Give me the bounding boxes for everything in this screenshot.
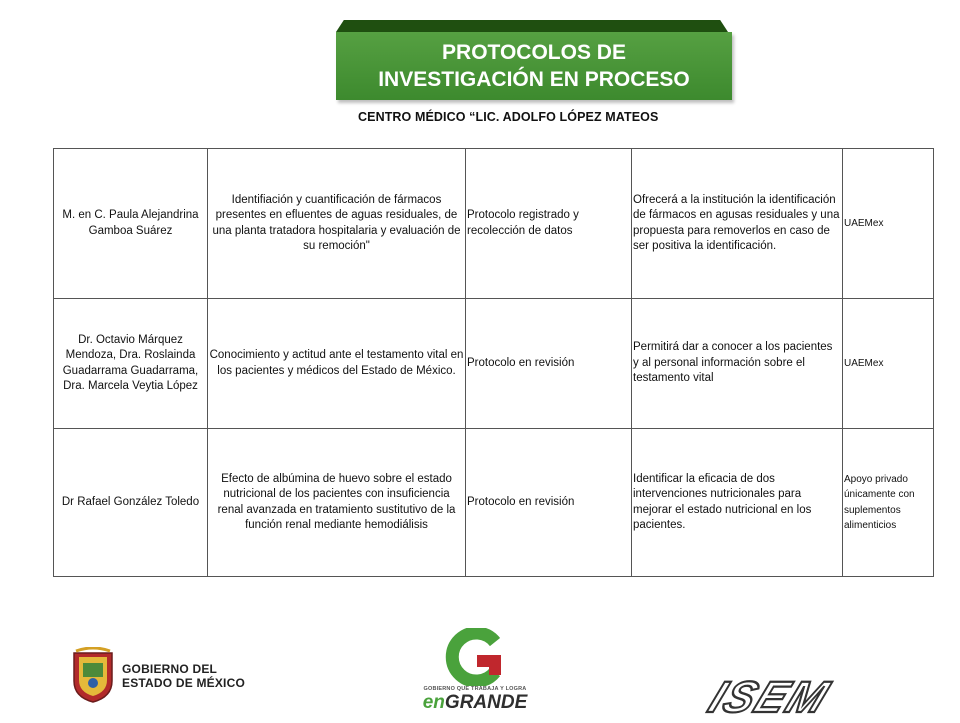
gobierno-estado-mexico-logo	[70, 645, 250, 705]
investigator-cell: M. en C. Paula Alejandrina Gamboa Suárez	[54, 149, 208, 299]
gem-line-2: ESTADO DE MÉXICO	[122, 676, 245, 690]
engrande-tagline: GOBIERNO QUE TRABAJA Y LOGRA	[423, 686, 527, 692]
isem-text: ISEM	[701, 672, 838, 718]
g-logo-icon	[443, 628, 507, 686]
protocol-title-cell: Conocimiento y actitud ante el testamento vital en los pacientes y médicos del Estado de México.	[208, 299, 466, 429]
benefit-cell: Permitirá dar a conocer a los pacientes y al personal información sobre el testamento vital	[632, 299, 843, 429]
table-row	[54, 429, 934, 577]
status-cell: Protocolo en revisión	[466, 299, 632, 429]
benefit-cell: Ofrecerá a la institución la identificación de fármacos en agusas residuales y una propuesta para removerlos en caso de ser positiva la identificación.	[632, 149, 843, 299]
protocol-title-cell: Identifiación y cuantificación de fármacos presentes en efluentes de aguas residuales, de una planta tratadora hospitalaria y evaluación de su remoción"	[208, 149, 466, 299]
table-row	[54, 299, 934, 429]
engrande-logo	[420, 628, 530, 714]
sponsor-cell: UAEMex	[843, 149, 934, 299]
gem-wordmark	[122, 662, 245, 690]
protocol-title-cell: Efecto de albúmina de huevo sobre el estado nutricional de los pacientes con insuficiencia renal avanzada en tratamiento sustitutivo de la función renal mediante hemodiálisis	[208, 429, 466, 577]
gem-line-1: GOBIERNO DEL	[122, 662, 218, 676]
isem-logo	[700, 672, 890, 718]
engrande-wordmark	[420, 692, 530, 714]
title-line-2: INVESTIGACIÓN EN PROCESO	[378, 68, 690, 91]
page-subtitle: CENTRO MÉDICO “LIC. ADOLFO LÓPEZ MATEOS	[358, 110, 659, 124]
table-row	[54, 149, 934, 299]
status-cell: Protocolo registrado y recolección de datos	[466, 149, 632, 299]
investigator-cell: Dr Rafael González Toledo	[54, 429, 208, 577]
title-line-1: PROTOCOLOS DE	[442, 41, 626, 64]
sponsor-cell: UAEMex	[843, 299, 934, 429]
protocols-table	[53, 148, 934, 577]
engrande-grande: GRANDE	[444, 692, 528, 713]
page-title	[336, 32, 732, 100]
engrande-en: en	[422, 692, 445, 713]
coat-of-arms-icon	[70, 647, 116, 703]
isem-wordmark-icon	[700, 672, 890, 718]
status-cell: Protocolo en revisión	[466, 429, 632, 577]
banner-top-edge	[336, 20, 728, 32]
sponsor-cell: Apoyo privado únicamente con suplementos alimenticios	[843, 429, 934, 577]
benefit-cell: Identificar la eficacia de dos intervenciones nutricionales para mejorar el estado nutricional en los pacientes.	[632, 429, 843, 577]
investigator-cell: Dr. Octavio Márquez Mendoza, Dra. Roslainda Guadarrama Guadarrama, Dra. Marcela Veytia López	[54, 299, 208, 429]
